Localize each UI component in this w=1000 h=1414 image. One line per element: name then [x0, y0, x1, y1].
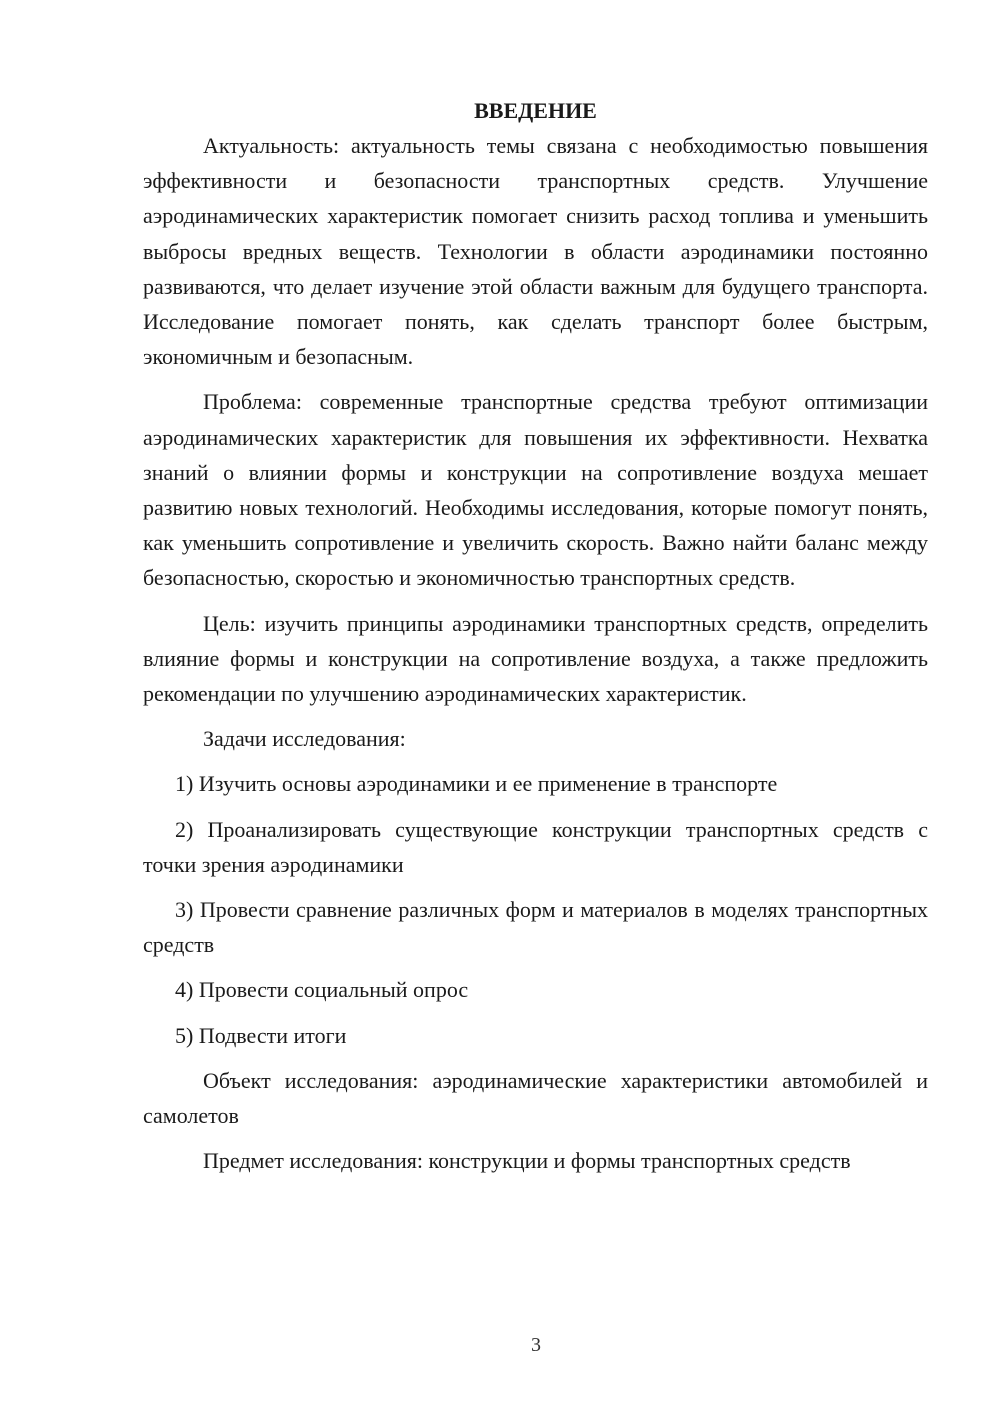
paragraph-relevance: Актуальность: актуальность темы связана с необходимостью повышения эффективности и безопасности транспортных средств. Улучшение аэродинамических характеристик помогает снизить расход топлива и уменьшить выбросы вредных веществ. Технологии в области аэродинамики постоянно развиваются, что делает изучение этой области важным для будущего транспорта. Исследование помогает понять, как сделать транспорт более быстрым, экономичным и безопасным. — [143, 133, 928, 370]
page-number: 3 — [531, 1334, 541, 1356]
task-item-2: 2) Проанализировать существующие конструкции транспортных средств с точки зрения аэродинамики — [143, 816, 928, 877]
task-item-5: 5) Подвести итоги — [175, 1022, 347, 1048]
document-page — [143, 96, 928, 1188]
paragraph-problem: Проблема: современные транспортные средства требуют оптимизации аэродинамических характеристик для повышения их эффективности. Нехватка знаний о влиянии формы и конструкции на сопротивление воздуха мешает развитию новых технологий. Необходимы исследования, которые помогут понять, как уменьшить сопротивление и увеличить скорость. Важно найти баланс между безопасностью, скоростью и экономичностью транспортных средств. — [143, 389, 928, 591]
task-item-4: 4) Провести социальный опрос — [175, 977, 469, 1003]
tasks-heading: Задачи исследования: — [203, 726, 406, 752]
task-item-3: 3) Провести сравнение различных форм и материалов в моделях транспортных средств — [143, 897, 928, 958]
paragraph-goal: Цель: изучить принципы аэродинамики транспортных средств, определить влияние формы и конструкции на сопротивление воздуха, а также предложить рекомендации по улучшению аэродинамических характеристик. — [143, 610, 928, 707]
task-item-1: 1) Изучить основы аэродинамики и ее применение в транспорте — [175, 771, 778, 797]
paragraph-subject: Предмет исследования: конструкции и формы транспортных средств — [203, 1148, 851, 1174]
paragraph-object: Объект исследования: аэродинамические характеристики автомобилей и самолетов — [143, 1067, 928, 1129]
page-title: ВВЕДЕНИЕ — [474, 98, 597, 123]
